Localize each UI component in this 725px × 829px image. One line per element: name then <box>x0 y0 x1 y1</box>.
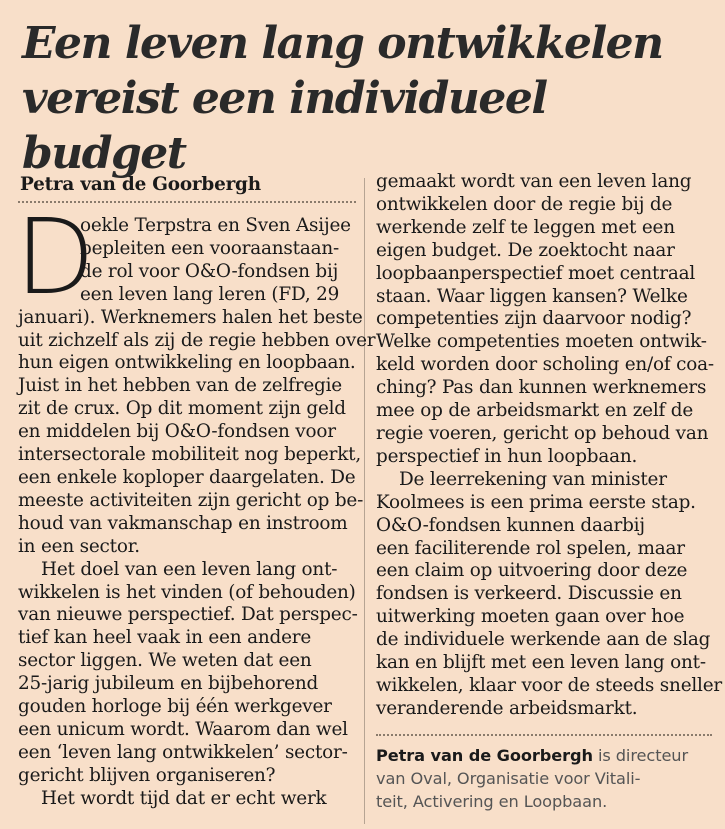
article-column-left <box>15 171 376 811</box>
bio-text: is directeur <box>592 745 689 765</box>
bio-author-name: Petra van de Goorbergh <box>376 745 593 765</box>
body-line: Juist in het hebben van de zelfregie <box>18 375 342 397</box>
body-line: een faciliterende rol spelen, maar <box>376 537 685 559</box>
headline <box>22 16 712 181</box>
paragraph-2 <box>18 559 356 788</box>
bio-text: van Oval, Organisatie voor Vitali- <box>376 768 641 788</box>
body-line: keld worden door scholing en/of coa- <box>376 354 714 376</box>
body-line: competenties zijn daarvoor nodig? <box>376 308 692 330</box>
headline-line-1: Een leven lang ontwikkelen <box>22 18 663 69</box>
body-line: loopbaanperspectief moet centraal <box>376 262 696 284</box>
body-line: uit zichzelf als zij de regie hebben over <box>18 329 376 351</box>
body-line: Welke competenties moeten ontwik- <box>376 331 707 353</box>
column-divider <box>364 178 365 824</box>
body-line: de individuele werkende aan de slag <box>376 629 711 651</box>
body-line: uitwerking moeten gaan over hoe <box>376 606 685 628</box>
body-line: fondsen is verkeerd. Discussie en <box>376 583 682 605</box>
body-line: wikkelen is het vinden (of behouden) <box>18 581 356 603</box>
bio-rule <box>376 734 712 736</box>
body-line: in een sector. <box>18 535 140 557</box>
body-line: sector liggen. We weten dat een <box>18 650 312 672</box>
paragraph-3 <box>18 788 356 811</box>
body-line: van nieuwe perspectief. Dat perspec- <box>18 604 358 626</box>
byline: Petra van de Goorbergh <box>20 174 261 195</box>
article-column-right <box>376 171 723 813</box>
body-line: intersectorale mobiliteit nog beperkt, <box>18 444 361 466</box>
headline-line-2: vereist een individueel budget <box>22 73 547 179</box>
body-line: de rol voor O&O-fondsen bij <box>80 260 339 282</box>
drop-cap: D <box>15 196 95 318</box>
opening-paragraph <box>15 196 376 559</box>
body-line: oekle Terpstra en Sven Asijee <box>80 215 351 236</box>
body-line: tief kan heel vaak in een andere <box>18 627 312 649</box>
body-line: wikkelen, klaar voor de steeds sneller <box>376 674 723 696</box>
body-line: werkende zelf te leggen met een <box>376 216 675 238</box>
body-line: perspectief in hun loopbaan. <box>376 445 638 467</box>
body-line: een unicum wordt. Waarom dan wel <box>18 718 348 740</box>
body-line: O&O-fondsen kunnen daarbij <box>376 514 645 536</box>
body-line: ontwikkelen door de regie bij de <box>376 193 673 215</box>
body-line: een claim op uitvoering door deze <box>376 560 688 582</box>
body-line: mee op de arbeidsmarkt en zelf de <box>376 400 694 422</box>
body-line: gemaakt wordt van een leven lang <box>376 171 692 192</box>
body-line: 25-jarig jubileum en bijbehorend <box>18 673 319 695</box>
body-line: gericht blijven organiseren? <box>18 764 276 786</box>
body-line: kan en blijft met een leven lang ont- <box>376 652 706 674</box>
body-line: ching? Pas dan kunnen werknemers <box>376 377 707 399</box>
body-line: Het doel van een leven lang ont- <box>41 558 338 580</box>
body-line: gouden horloge bij één werkgever <box>18 696 332 718</box>
body-line: een enkele koploper daargelaten. De <box>18 466 356 488</box>
body-line: veranderende arbeidsmarkt. <box>376 697 638 719</box>
body-line: meeste activiteiten zijn gericht op be- <box>18 489 364 511</box>
body-line: houd van vakmanschap en instroom <box>18 512 348 534</box>
body-line: staan. Waar liggen kansen? Welke <box>376 285 688 307</box>
body-line: en middelen bij O&O-fondsen voor <box>18 421 336 443</box>
bio-text: teit, Activering en Loopbaan. <box>376 791 608 811</box>
body-line: Het wordt tijd dat er echt werk <box>41 787 327 809</box>
body-line: Koolmees is een prima eerste stap. <box>376 491 696 513</box>
body-line: De leerrekening van minister <box>399 468 667 490</box>
body-line: een leven lang leren (FD, 29 <box>80 283 340 305</box>
body-line: hun eigen ontwikkeling en loopbaan. <box>18 352 356 374</box>
body-line: januari). Werknemers halen het beste <box>18 306 363 328</box>
body-line: zit de crux. Op dit moment zijn geld <box>18 398 346 420</box>
body-line: eigen budget. De zoektocht naar <box>376 239 675 261</box>
paragraph-3-continued <box>376 171 712 469</box>
paragraph-4 <box>376 468 723 721</box>
body-line: een ‘leven lang ontwikkelen’ sector- <box>18 741 348 763</box>
body-line: regie voeren, gericht op behoud van <box>376 422 709 444</box>
author-bio <box>376 744 712 813</box>
body-line: bepleiten een vooraanstaan- <box>80 237 340 259</box>
